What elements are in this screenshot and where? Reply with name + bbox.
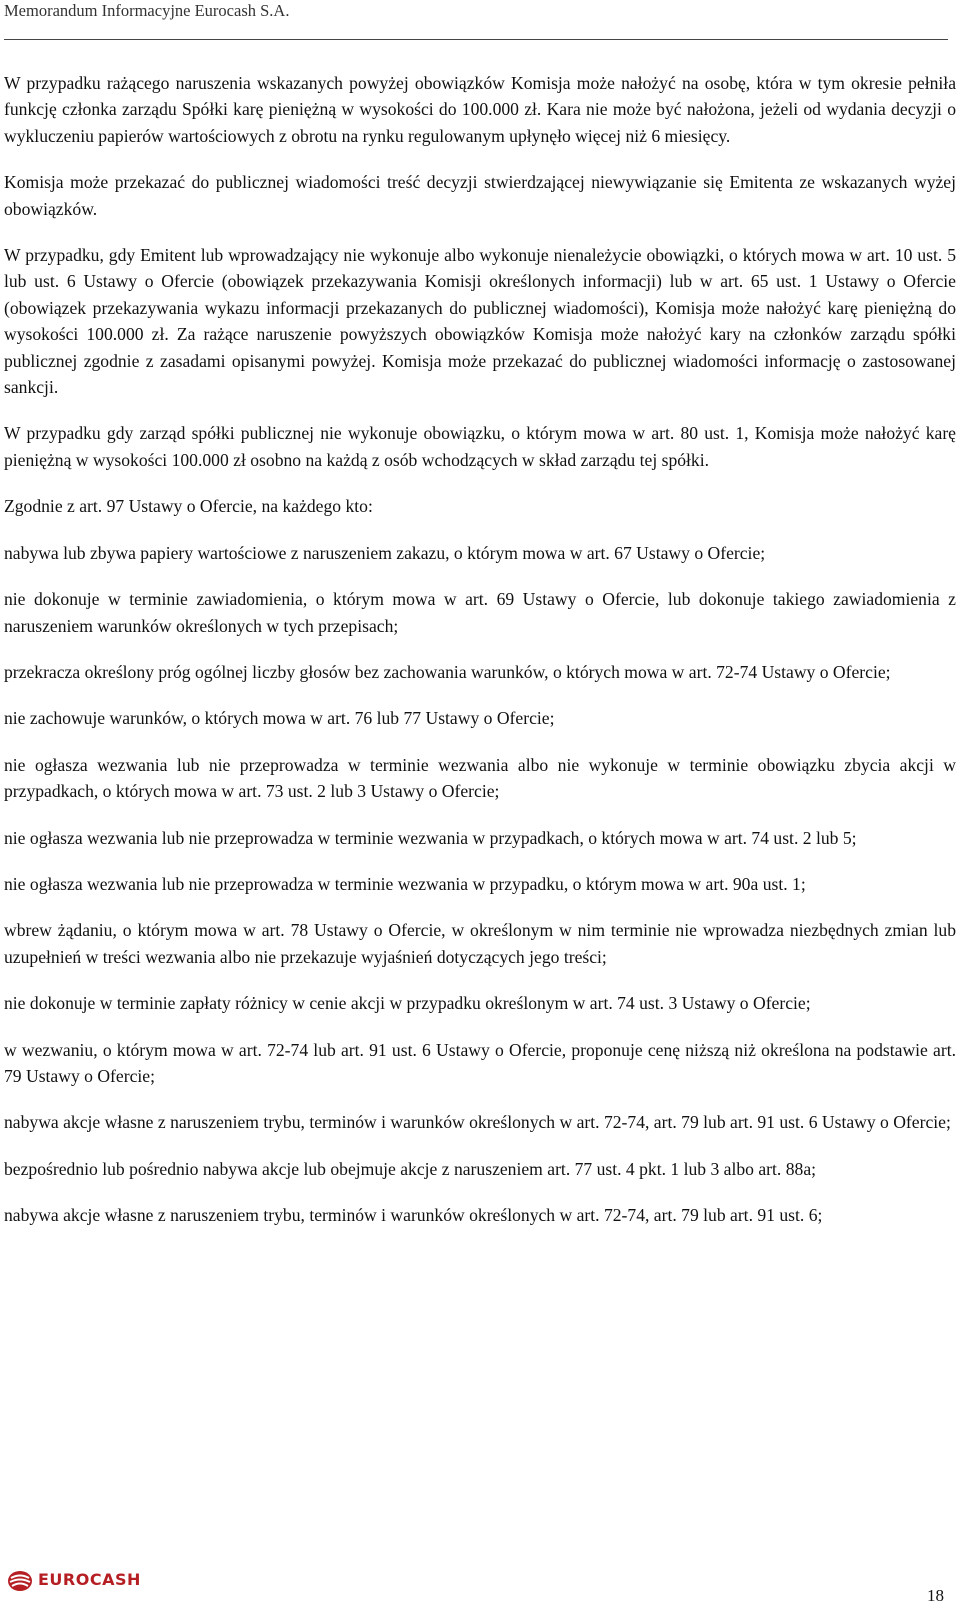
list-item: bezpośrednio lub pośrednio nabywa akcje lub obejmuje akcje z naruszeniem art. 77 ust. 4 pkt. 1 lub 3 albo art. 88a;	[4, 1158, 817, 1179]
paragraph-2: Komisja może przekazać do publicznej wiadomości treść decyzji stwierdzającej niewywiązanie się Emitenta ze wskazanych wyżej obowiązków.	[4, 172, 956, 219]
list-item: nabywa lub zbywa papiery wartościowe z naruszeniem zakazu, o którym mowa w art. 67 Ustawy o Ofercie;	[4, 542, 766, 563]
paragraph-4: W przypadku gdy zarząd spółki publicznej nie wykonuje obowiązku, o którym mowa w art. 80 ust. 1, Komisja może nałożyć karę pieniężną w wysokości 100.000 zł osobno na każdą z osób wchodzących w skład zarządu tej spółki.	[4, 423, 956, 470]
list-item: nie ogłasza wezwania lub nie przeprowadza w terminie wezwania w przypadkach, o których mowa w art. 74 ust. 2 lub 5;	[4, 827, 857, 848]
list-item: nabywa akcje własne z naruszeniem trybu, terminów i warunków określonych w art. 72-74, art. 79 lub art. 91 ust. 6;	[4, 1205, 823, 1226]
paragraph-5: Zgodnie z art. 97 Ustawy o Ofercie, na każdego kto:	[4, 496, 373, 517]
document-body	[4, 70, 956, 1249]
paragraph-1: W przypadku rażącego naruszenia wskazanych powyżej obowiązków Komisja może nałożyć na osobę, która w tym okresie pełniła funkcję członka zarządu Spółki karę pieniężną w wysokości do 100.000 zł. Kara nie może być nałożona, jeżeli od wydania decyzji o wykluczeniu papierów wartościowych z obrotu na rynku regulowanym upłynęło więcej niż 6 miesięcy.	[4, 73, 956, 146]
document-title: Memorandum Informacyjne Eurocash S.A.	[4, 1, 290, 20]
list-item: przekracza określony próg ogólnej liczby głosów bez zachowania warunków, o których mowa w art. 72-74 Ustawy o Ofercie;	[4, 661, 891, 682]
list-item: nie zachowuje warunków, o których mowa w art. 76 lub 77 Ustawy o Ofercie;	[4, 708, 555, 729]
page-number: 18	[927, 1586, 944, 1605]
list-item: nabywa akcje własne z naruszeniem trybu, terminów i warunków określonych w art. 72-74, art. 79 lub art. 91 ust. 6 Ustawy o Ofercie;	[4, 1112, 951, 1133]
list-item: w wezwaniu, o którym mowa w art. 72-74 lub art. 91 ust. 6 Ustawy o Ofercie, proponuje cenę niższą niż określona na podstawie art. 79 Ustawy o Ofercie;	[4, 1039, 956, 1086]
list-item: nie ogłasza wezwania lub nie przeprowadza w terminie wezwania albo nie wykonuje w terminie obowiązku zbycia akcji w przypadkach, o których mowa w art. 73 ust. 2 lub 3 Ustawy o Ofercie;	[4, 754, 956, 802]
page-header	[4, 0, 948, 40]
paragraph-3: W przypadku, gdy Emitent lub wprowadzający nie wykonuje albo wykonuje nienależycie obowiązki, o których mowa w art. 10 ust. 5 lub ust. 6 Ustawy o Ofercie (obowiązek przekazywania Komisji określonych informacji) lub w art. 65 ust. 1 Ustawy o Ofercie (obowiązek przekazywania wykazu informacji przekazanych do publicznej wiadomości), Komisja może nałożyć karę pieniężną do wysokości 100.000 zł. Za rażące naruszenie powyższych obowiązków Komisja może nałożyć kary na członków zarządu spółki publicznej zgodnie z zasadami opisanymi powyżej. Komisja może przekazać do publicznej wiadomości informację o zastosowanej sankcji.	[4, 245, 956, 398]
eurocash-logo-icon	[6, 1569, 34, 1593]
logo-wordmark: EUROCASH	[38, 1569, 141, 1589]
list-item: nie dokonuje w terminie zapłaty różnicy w cenie akcji w przypadku określonym w art. 74 ust. 3 Ustawy o Ofercie;	[4, 993, 811, 1014]
eurocash-logo	[6, 1566, 156, 1596]
list-item: nie dokonuje w terminie zawiadomienia, o którym mowa w art. 69 Ustawy o Ofercie, lub dokonuje takiego zawiadomienia z naruszeniem warunków określonych w tych przepisach;	[4, 589, 956, 636]
list-item: nie ogłasza wezwania lub nie przeprowadza w terminie wezwania w przypadku, o którym mowa w art. 90a ust. 1;	[4, 873, 806, 894]
list-item: wbrew żądaniu, o którym mowa w art. 78 Ustawy o Ofercie, w określonym w nim terminie nie wprowadza niezbędnych zmian lub uzupełnień w treści wezwania albo nie przekazuje wyjaśnień dotyczących jego treści;	[4, 920, 956, 967]
header-divider	[4, 39, 948, 40]
